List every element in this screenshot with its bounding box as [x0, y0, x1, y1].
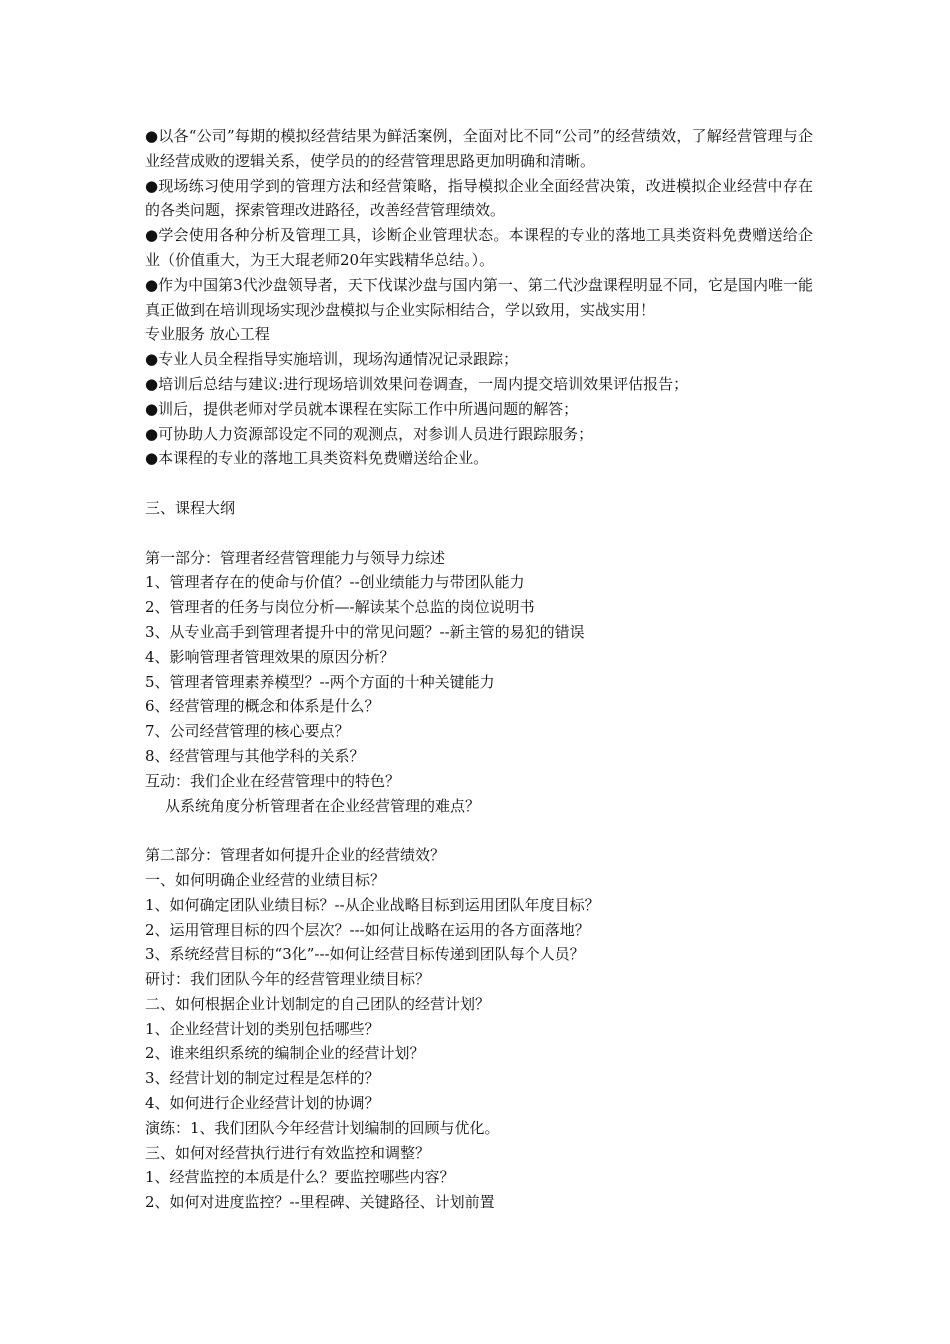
outline-item: 1、管理者存在的使命与价值？--创业绩能力与带团队能力 [145, 573, 525, 592]
outline-line: 3、系统经营目标的“3化”---如何让经营目标传递到团队每个人员？ [145, 945, 585, 964]
outline-line: 4、如何进行企业经营计划的协调？ [145, 1094, 380, 1113]
outline-line: 1、经营监控的本质是什么？要监控哪些内容？ [145, 1168, 455, 1187]
outline-item: 2、管理者的任务与岗位分析—-解读某个总监的岗位说明书 [145, 598, 535, 617]
outline-line: 三、如何对经营执行进行有效监控和调整？ [145, 1143, 431, 1162]
outline-item: 7、公司经营管理的核心要点？ [145, 722, 350, 741]
service-bullet: ●训后，提供老师对学员就本课程在实际工作中所遇问题的解答； [145, 399, 579, 418]
blank-line [145, 818, 813, 843]
service-bullet: ●专业人员全程指导实施培训，现场沟通情况记录跟踪； [145, 350, 519, 369]
service-bullet: ●可协助人力资源部设定不同的观测点，对参训人员进行跟踪服务； [145, 424, 594, 443]
outline-line: 2、运用管理目标的四个层次？---如何让战略在运用的各方面落地？ [145, 920, 590, 939]
outline-line: 二、如何根据企业计划制定的自己团队的经营计划？ [145, 994, 491, 1013]
outline-line: 2、谁来组织系统的编制企业的经营计划？ [145, 1044, 425, 1063]
part1-section [145, 546, 813, 819]
outline-item: 3、从专业高手到管理者提升中的常见问题？--新主管的易犯的错误 [145, 622, 585, 641]
outline-line: 1、企业经营计划的类别包括哪些？ [145, 1019, 380, 1038]
part1-title: 第一部分：管理者经营管理能力与领导力综述 [145, 548, 446, 567]
outline-line: 研讨：我们团队今年的经营管理业绩目标？ [145, 970, 431, 989]
intro-bullet: ●现场练习使用学到的管理方法和经营策略，指导模拟企业全面经营决策，改进模拟企业经营中存在的各类问题，探索管理改进路径，改善经营管理绩效。 [145, 176, 813, 220]
outline-line: 演练：1、我们团队今年经营计划编制的回顾与优化。 [145, 1118, 500, 1137]
outline-line: 一、如何明确企业经营的业绩目标？ [145, 870, 386, 889]
part2-section [145, 843, 813, 1215]
intro-bullet: ●作为中国第3代沙盘领导者，天下伐谋沙盘与国内第一、第二代沙盘课程明显不同，它是国内唯一能真正做到在培训现场实现沙盘模拟与企业实际相结合，学以致用，实战实用！ [145, 275, 813, 319]
outline-line: 3、经营计划的制定过程是怎样的？ [145, 1069, 380, 1088]
outline-item: 6、经营管理的概念和体系是什么？ [145, 697, 380, 716]
document-page [145, 124, 813, 1215]
service-bullet: ●本课程的专业的落地工具类资料免费赠送给企业。 [145, 449, 489, 468]
outline-line: 1、如何确定团队业绩目标？--从企业战略目标到运用团队年度目标？ [145, 895, 600, 914]
outline-item: 8、经营管理与其他学科的关系？ [145, 746, 365, 765]
blank-line [145, 521, 813, 546]
interaction-line: 互动：我们企业在经营管理中的特色？ [145, 771, 401, 790]
service-heading: 专业服务 放心工程 [145, 325, 270, 344]
service-bullet-list [145, 347, 813, 471]
outline-item: 5、管理者管理素养模型？--两个方面的十种关键能力 [145, 672, 495, 691]
intro-bullet: ●以各“公司”每期的模拟经营结果为鲜活案例，全面对比不同“公司”的经营绩效，了解经营管理与企业经营成败的逻辑关系，使学员的的经营管理思路更加明确和清晰。 [145, 127, 813, 170]
outline-line: 2、如何对进度监控？--里程碑、关键路径、计划前置 [145, 1193, 495, 1212]
blank-line [145, 471, 813, 496]
intro-bullet-list [145, 124, 813, 322]
part2-title: 第二部分：管理者如何提升企业的经营绩效？ [145, 846, 446, 865]
section-heading-outline: 三、课程大纲 [145, 498, 236, 517]
outline-item: 4、影响管理者管理效果的原因分析？ [145, 647, 395, 666]
service-bullet: ●培训后总结与建议:进行现场培训效果问卷调查，一周内提交培训效果评估报告； [145, 374, 689, 393]
interaction-line-2: 从系统角度分析管理者在企业经营管理的难点？ [165, 796, 481, 815]
intro-bullet: ●学会使用各种分析及管理工具，诊断企业管理状态。本课程的专业的落地工具类资料免费赠送给企业（价值重大，为王大琨老师20年实践精华总结。）。 [145, 226, 813, 269]
